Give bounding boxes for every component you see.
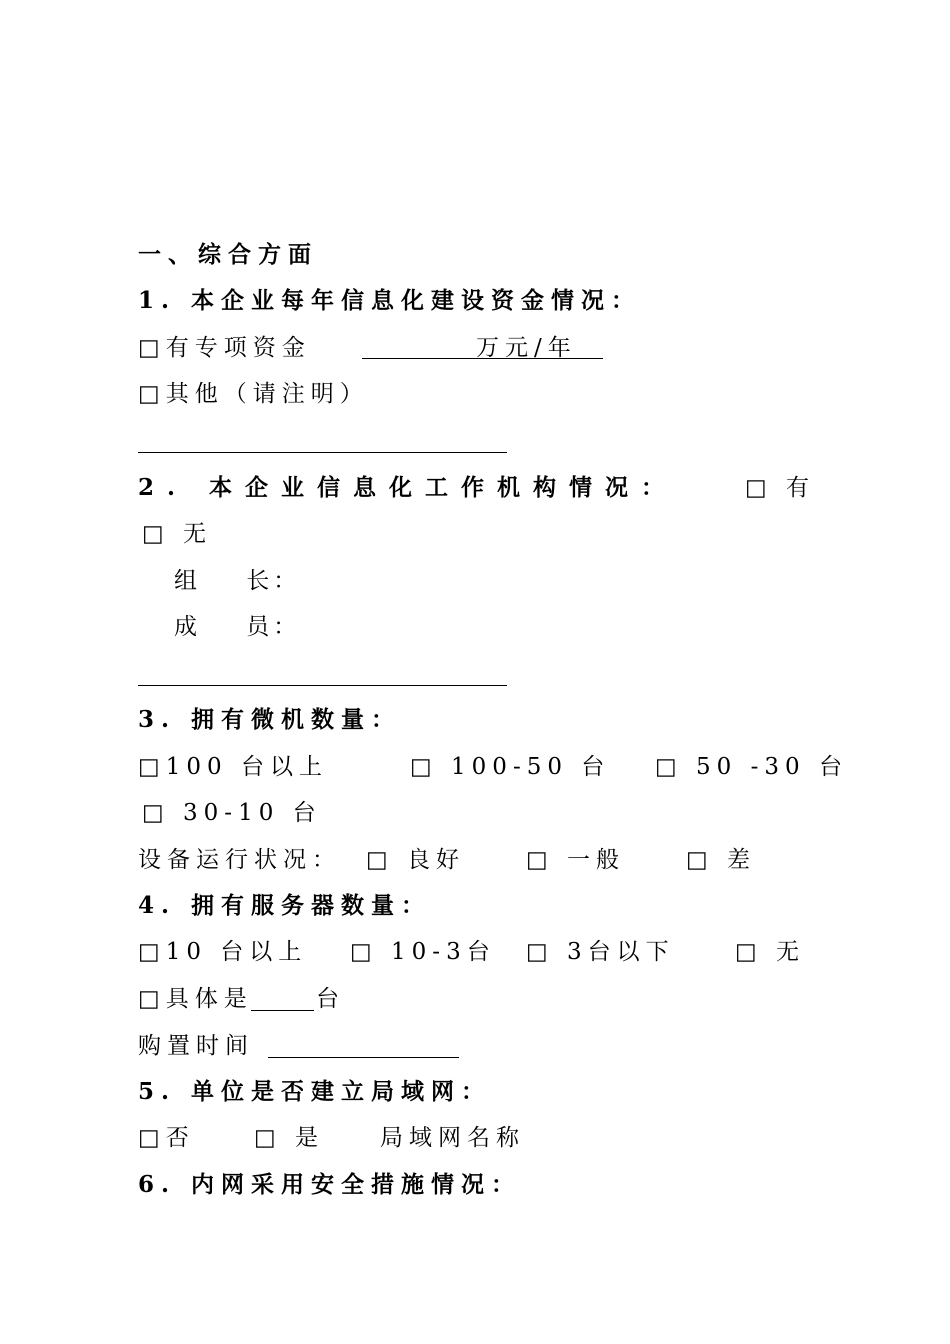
- q1-other-underline[interactable]: [138, 452, 507, 453]
- q3-opt-30-10[interactable]: □ 30-10 台: [142, 800, 322, 826]
- q1-special-row: [138, 333, 311, 363]
- q4-opt-below-3[interactable]: □ 3台以下: [526, 939, 675, 965]
- q2-no-checkbox[interactable]: □ 无: [142, 521, 213, 547]
- q3-status-good[interactable]: □ 良好: [366, 847, 466, 873]
- q5-title: 5. 单位是否建立局域网：: [138, 1078, 492, 1105]
- q2-leader-label: 组 长：: [174, 568, 301, 594]
- q3-title: 3. 拥有微机数量：: [138, 706, 402, 733]
- q4-opt-none[interactable]: □ 无: [735, 939, 806, 965]
- q5-yes-checkbox[interactable]: □ 是: [254, 1125, 325, 1151]
- q4-opt-10-3[interactable]: □ 10-3台: [350, 939, 496, 965]
- q1-fund-unit: 万元/年: [476, 335, 577, 361]
- q1-other-checkbox[interactable]: □其他（请注明）: [138, 381, 369, 407]
- q4-purchase-date-underline[interactable]: [268, 1057, 459, 1058]
- q1-special-fund-checkbox[interactable]: □有专项资金: [138, 335, 311, 361]
- q4-purchase-label: 购置时间: [138, 1033, 254, 1059]
- q2-yes-checkbox[interactable]: □ 有: [745, 475, 816, 501]
- q4-specific-checkbox[interactable]: □具体是: [138, 986, 253, 1012]
- q4-specific-unit: 台: [316, 986, 345, 1012]
- q2-member-label: 成 员：: [174, 614, 301, 640]
- q1-title: 1. 本企业每年信息化建设资金情况：: [138, 287, 642, 314]
- q4-opt-10-plus[interactable]: □10 台以上: [138, 939, 308, 965]
- q5-no-checkbox[interactable]: □否: [138, 1125, 195, 1151]
- q5-lan-name-label: 局域网名称: [380, 1125, 525, 1151]
- q3-opt-50-30[interactable]: □ 50 -30 台: [655, 754, 848, 780]
- q2-title: 2. 本企业信息化工作机构情况：: [138, 474, 678, 501]
- q3-opt-100-50[interactable]: □ 100-50 台: [410, 754, 611, 780]
- q3-status-label: 设备运行状况：: [138, 847, 341, 873]
- q3-opt-100-plus[interactable]: □100 台以上: [138, 754, 328, 780]
- q4-specific-count-underline[interactable]: [251, 1010, 314, 1011]
- section-title: 一、综合方面: [138, 241, 318, 268]
- q4-title: 4. 拥有服务器数量：: [138, 892, 432, 919]
- q2-members-underline[interactable]: [138, 685, 507, 686]
- q4-specific-row: [138, 984, 253, 1014]
- q3-status-normal[interactable]: □ 一般: [526, 847, 626, 873]
- q6-title: 6. 内网采用安全措施情况：: [138, 1171, 522, 1198]
- q3-status-bad[interactable]: □ 差: [686, 847, 757, 873]
